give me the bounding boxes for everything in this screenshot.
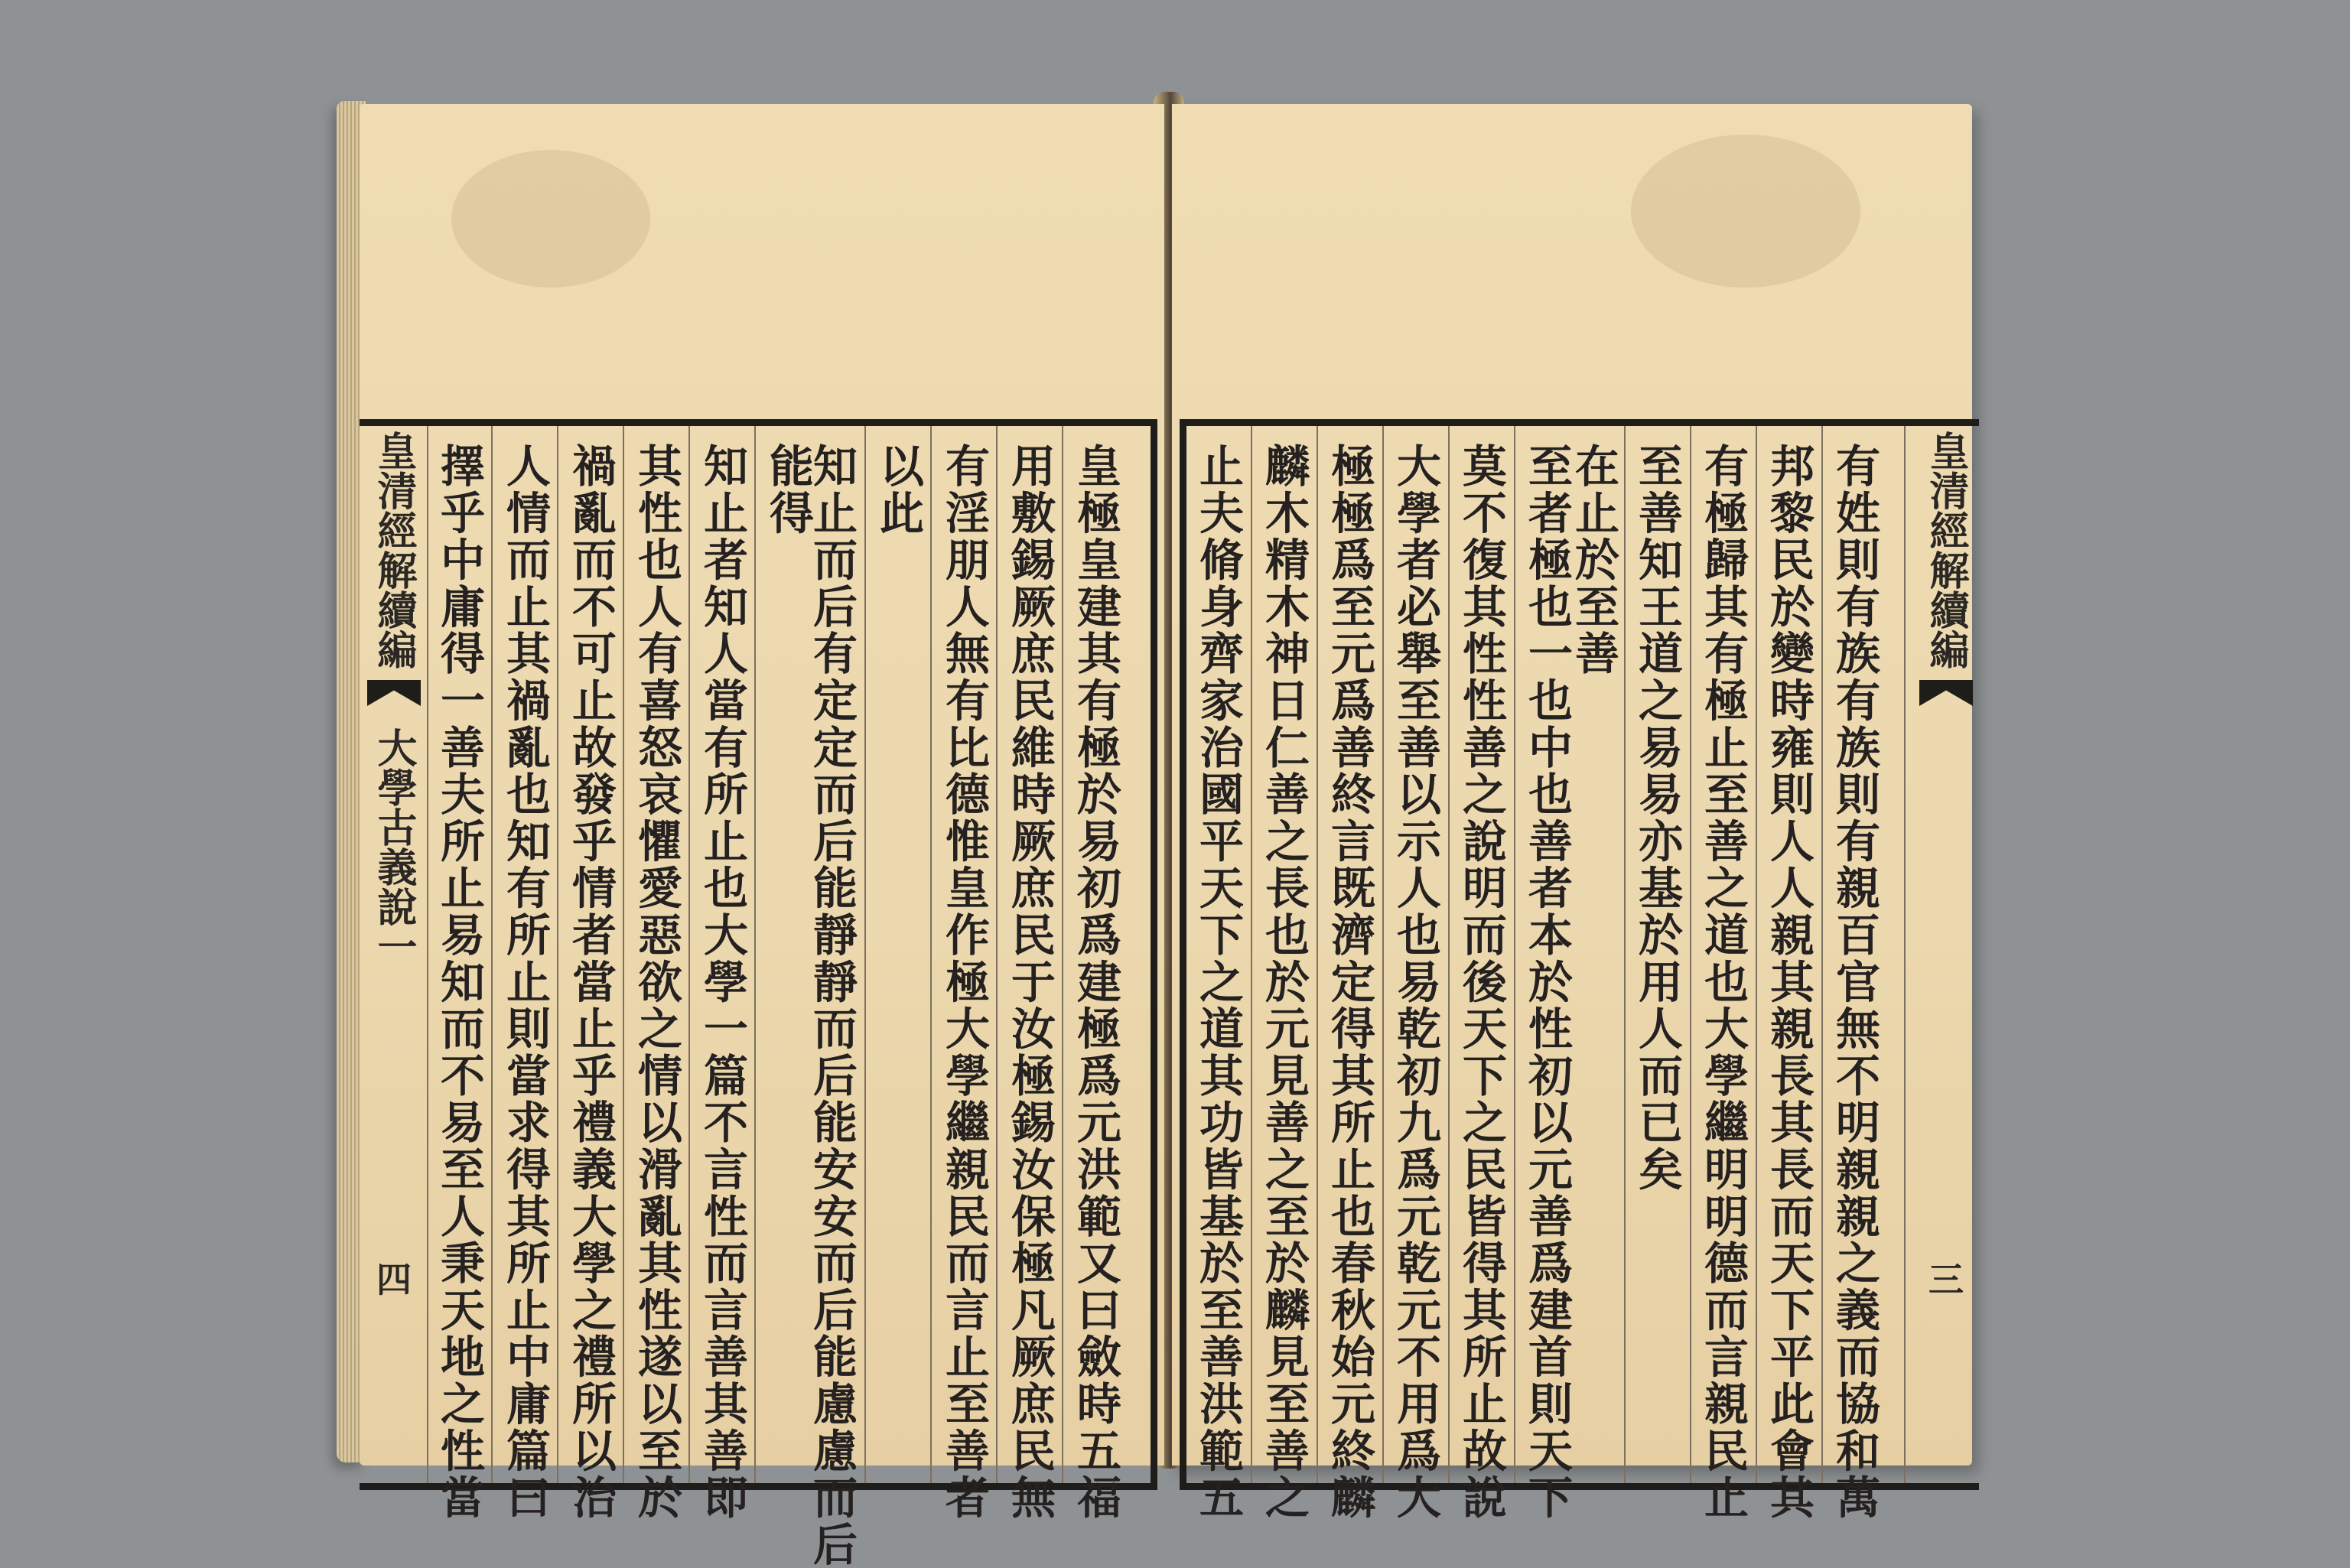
column-rule bbox=[1251, 426, 1252, 1483]
folio-number: 四 bbox=[376, 1259, 412, 1300]
column-rule bbox=[754, 426, 756, 1483]
text-column: 至者極也一也中也善者本於性初以元善爲建首則天下 bbox=[1521, 443, 1573, 1521]
text-column: 極極爲至元爲善終言既濟定得其所止也春秋始元終麟 bbox=[1323, 443, 1375, 1521]
paper-stain bbox=[451, 150, 650, 288]
folio-number: 三 bbox=[1928, 1259, 1964, 1300]
book-title: 皇清經解續編 bbox=[1922, 431, 1969, 669]
text-column: 莫不復其性性善之說明而後天下之民皆得其所止故說 bbox=[1455, 443, 1507, 1521]
text-column: 皇極皇建其有極於易初爲建極爲元洪範又曰斂時五福 bbox=[1069, 443, 1121, 1521]
column-rule bbox=[930, 426, 932, 1483]
book-title: 皇清經解續編 bbox=[370, 431, 417, 669]
text-column: 至善知王道之易易亦基於用人而已矣 bbox=[1631, 443, 1683, 1193]
text-column: 以此 bbox=[872, 443, 924, 537]
column-rule bbox=[864, 426, 866, 1483]
text-column: 擇乎中庸得一善夫所止易知而不易至人秉天地之性當 bbox=[433, 443, 485, 1521]
text-column: 麟木精木神日仁善之長也於元見善之至於麟見至善之 bbox=[1258, 443, 1310, 1521]
text-column: 有極歸其有極止至善之道也大學繼明明德而言親民止 bbox=[1697, 443, 1749, 1521]
column-rule bbox=[996, 426, 998, 1483]
fishtail-mark bbox=[1919, 680, 1973, 706]
column-rule bbox=[1448, 426, 1450, 1483]
column-rule bbox=[1690, 426, 1691, 1483]
text-column: 人情而止其禍亂也知有所止則當求得其所止中庸篇曰 bbox=[499, 443, 551, 1521]
column-rule bbox=[1904, 426, 1906, 1483]
column-rule bbox=[688, 426, 690, 1483]
text-column: 用敷錫厥庶民維時厥庶民于汝極錫汝保極凡厥庶民無 bbox=[1004, 443, 1056, 1521]
text-column: 其性也人有喜怒哀懼愛惡欲之情以滑亂其性遂以至於 bbox=[630, 443, 682, 1521]
column-rule bbox=[1317, 426, 1318, 1483]
paper-stain bbox=[1631, 135, 1860, 288]
column-rule bbox=[1624, 426, 1626, 1483]
text-column: 邦黎民於變時雍則人人親其親長其長而天下平此會其 bbox=[1762, 443, 1815, 1521]
text-column: 有姓則有族有族則有親百官無不明親親之義而協和萬 bbox=[1828, 443, 1880, 1521]
left-page-frame bbox=[360, 419, 1157, 1568]
column-rule bbox=[623, 426, 624, 1483]
text-column: 在止於至善 bbox=[1567, 443, 1619, 678]
left-page bbox=[360, 104, 1164, 1568]
text-column: 禍亂而不可止故發乎情者當止乎禮義大學之禮所以治 bbox=[565, 443, 617, 1521]
right-centre-column bbox=[1912, 426, 1979, 1483]
text-column: 能得 bbox=[762, 443, 814, 537]
column-rule bbox=[1756, 426, 1757, 1483]
column-rule bbox=[427, 426, 428, 1483]
text-column: 知止而后有定定而后能靜靜而后能安安而后能慮慮而后 bbox=[806, 443, 858, 1568]
fishtail-mark bbox=[367, 680, 421, 706]
right-page-frame bbox=[1180, 419, 1979, 1521]
text-column: 止夫脩身齊家治國平天下之道其功皆基於至善洪範五 bbox=[1192, 443, 1244, 1521]
text-column: 有淫朋人無有比德惟皇作極大學繼親民而言止至善者 bbox=[938, 443, 990, 1521]
chapter-title: 大學古義說一 bbox=[370, 727, 417, 966]
column-rule bbox=[1062, 426, 1063, 1483]
left-centre-column bbox=[360, 426, 427, 1483]
right-page bbox=[1172, 104, 1972, 1521]
column-rule bbox=[557, 426, 558, 1483]
column-rule bbox=[1514, 426, 1515, 1483]
column-rule bbox=[1821, 426, 1823, 1483]
text-column: 知止者知人當有所止也大學一篇不言性而言善其善即 bbox=[696, 443, 748, 1521]
column-rule bbox=[1382, 426, 1384, 1483]
column-rule bbox=[491, 426, 493, 1483]
text-column: 大學者必舉至善以示人也易乾初九爲元乾元不用爲大 bbox=[1389, 443, 1441, 1521]
